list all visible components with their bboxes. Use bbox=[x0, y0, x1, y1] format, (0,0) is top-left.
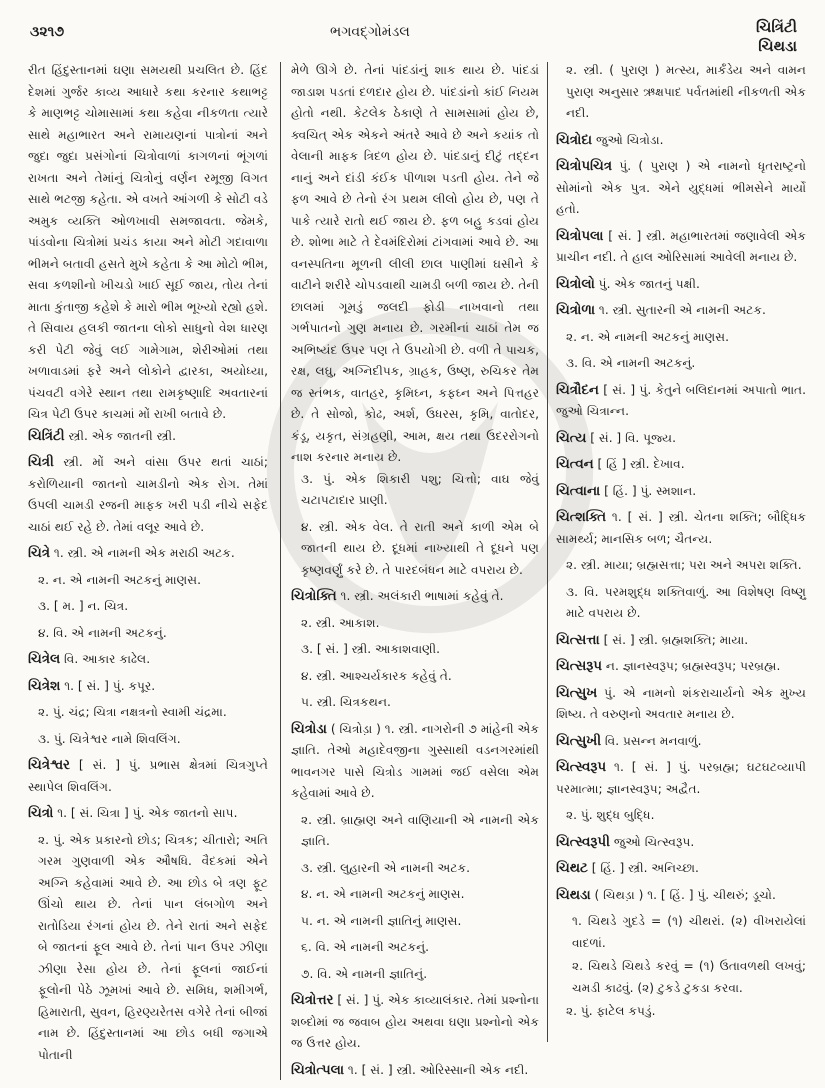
definition-sense: ૫. સ્ત્રી. ચિત્રકથન. bbox=[301, 695, 391, 709]
definition: [ સં. ] સ્ત્રી. મહાભારતમાં જણાવેલી એક પ્રાચીન નદી. તે હાલ ઓરિસામાં આવેલી મનાય છે. bbox=[556, 228, 806, 264]
definition-sense: ૪. વિ. એ નામની અટકનું. bbox=[38, 625, 167, 640]
headword: ચિત્રોપલા bbox=[556, 228, 604, 244]
definition-sense: ૨. ન. એ નામની અટકનું માણસ. bbox=[38, 572, 202, 587]
definition-sense: ૩. [ સં. ] સ્ત્રી. આકાશવાણી. bbox=[301, 642, 441, 656]
definition: ૧. [ સં. ચિત્રા ] પું. એક જાતનો સાપ. bbox=[57, 806, 238, 820]
definition-sense: ૩. પું. એક શિકારી પશુ; ચિત્તો; વાઘ જેવું ચટાપટાદાર પ્રાણી. bbox=[301, 471, 539, 507]
definition: ૧. સ્ત્રી. સુતારની એ નામની અટક. bbox=[598, 303, 766, 317]
headword: ચિત્સ્વરૂપી bbox=[556, 834, 610, 850]
headword: ચિત્વાના bbox=[556, 483, 601, 499]
dictionary-entry bbox=[28, 755, 268, 798]
column-1 bbox=[28, 60, 268, 1071]
headword: ચિત્રોલો bbox=[556, 276, 595, 292]
definition: વિ. પ્રસન્ન મનવાળું. bbox=[604, 733, 702, 748]
definition-sense: ૨. પું. ફાટેલ કપડું. bbox=[566, 1004, 656, 1018]
headword: ચિત્રે bbox=[28, 546, 50, 561]
definition-sense: ૨. સ્ત્રી. આકાશ. bbox=[301, 615, 380, 630]
definition: સ્ત્રી. એક જાતની સ્ત્રી. bbox=[68, 428, 177, 443]
definition-sense: ૩. વિ. પરમશુદ્ધ શક્તિવાળું. આ વિશેષણ વિષ્ણુ માટે વપરાય છે. bbox=[566, 584, 806, 620]
dictionary-entry bbox=[556, 656, 806, 678]
dictionary-entry bbox=[556, 454, 806, 476]
definition: જુઓ ચિત્રોડા. bbox=[595, 132, 664, 147]
guide-word-first: ચિત્રિંટી bbox=[755, 18, 797, 36]
dictionary-entry bbox=[556, 507, 806, 550]
definition: [ સં. ] સ્ત્રી. બ્રહ્મશક્તિ; માયા. bbox=[603, 632, 749, 647]
continued-text: મેળે ઊગે છે. તેનાં પાંદડાંનું શાક થાય છે. પાંદડાં જાડાશ પડતાં દળદાર હોય છે. પાંદડાંનો કાંઈ નિયમ હોતો નથી. કેટલેક ઠેકાણે તે સામસામાં હોય છે, ક્વચિત્ એક એકને અંતરે આવે છે અને કયાંક તો વેલાની માફક ત્રિદળ હોય છે. પાંદડાનું દીટું તદ્દન નાનું અને દાંડી કંઈક પીળાશ પડતી હોય. તેને જે ફળ આવે છે તેનો રંગ પ્રથમ લીલો હોય છે, પણ તે પાકે ત્યારે રાતો થઈ જાય છે. ફળ બહુ કડવાં હોય છે. શોભા માટે તે દેવમંદિરોમાં ટાંગવામાં આવે છે. આ વનસ્પતિના મૂળની લીલી છાલ પાણીમાં ઘસીને કે વાટીને શરીરે ચોપડવાથી ચામડી બળી જાય છે. તેની છાલમાં ગૂમડું જલદી ફોડી નાખવાનો તથા ગર્ભપાતનો ગુણ મનાય છે. ગરમીનાં ચાઠાં તેમ જ અભિષ્યંદ ઉપર પણ તે ઉપયોગી છે. વળી તે પાચક, રક્ષ, લઘુ, અગ્નિદીપક, ગ્રાહક, ઉષ્ણ, રુચિકર તેમ જ સ્તંભક, વાતહર, કૃમિઘ્ન, કફઘ્ન અને પિત્તહર છે. તે સોજો, કોઢ, અર્શ, ઉધરસ, કૃમિ, વાતોદર, કંડૂ, યકૃત, સંગ્રહણી, આમ, ક્ષય તથા ઉદરરોગનો નાશ કરનાર મનાય છે. bbox=[291, 63, 539, 464]
definition: [ સં. ] પું. એક કાવ્યાલંકાર. તેમાં પ્રશ્નોના શબ્દોમાં જ જવાબ હોય અથવા ઘણા પ્રશ્નોનો એક જ ઉત્તર હોય. bbox=[291, 993, 540, 1050]
dictionary-entry bbox=[28, 649, 268, 671]
headword: ચિત્વન bbox=[556, 457, 594, 472]
definition-sense: ૨. સ્ત્રી. બ્રાહ્મણ અને વાણિયાની એ નામની એક જ્ઞાતિ. bbox=[301, 812, 539, 848]
definition: વિ. આકાર કાઢેલ. bbox=[63, 652, 151, 666]
definition-sense: ૩. સ્ત્રી. લુહારની એ નામની અટક. bbox=[301, 860, 470, 875]
guide-word-last: ચિથડા bbox=[758, 37, 797, 55]
definition-sense: ૪. સ્ત્રી. આશ્ચર્યકારક કહેવું તે. bbox=[301, 668, 452, 683]
definition-sense: ૩. વિ. એ નામની અટકનું. bbox=[566, 356, 696, 370]
dictionary-entry bbox=[28, 452, 268, 538]
idiom-sub-entry: ૧. ચિથડે ગુદડે = (૧) ચીથરાં. (૨) વીખરાયેલાં વાદળાં. bbox=[572, 914, 806, 950]
headword: ચિત્રોત્તર bbox=[291, 993, 334, 1008]
headword: ચિત્સુખી bbox=[556, 733, 602, 749]
column-divider bbox=[547, 62, 548, 1042]
definition: પું. એક જાતનું પક્ષી. bbox=[598, 276, 700, 291]
definition-sense: ૨. સ્ત્રી. ( પુરાણ ) મત્સ્ય, માર્કંડેય અને વામન પુરાણ અનુસાર ઋક્ષપાદ પર્વતમાંથી નીકળતી એક નદી. bbox=[566, 63, 806, 120]
definition: ( ચિથડ઼ા ) ૧. [ હિં. ] પું. ચીથરું; ડૂચો. bbox=[594, 887, 776, 902]
column-2 bbox=[291, 60, 539, 1086]
page-header bbox=[0, 0, 825, 58]
dictionary-entry bbox=[556, 300, 806, 322]
dictionary-entry bbox=[556, 757, 806, 800]
headword: ચિત્રો bbox=[28, 806, 54, 821]
headword: ચિત્સ્વરૂપ bbox=[556, 760, 607, 775]
definition: [ હિં. ] પું. સ્મશાન. bbox=[604, 483, 697, 498]
dictionary-entry bbox=[28, 803, 268, 825]
headword: ચિત્રેલ bbox=[28, 652, 61, 667]
headword: ચિત્રિંટી bbox=[28, 428, 65, 444]
running-title: ભગવદ્ગોમંડલ bbox=[330, 24, 410, 40]
definition-sense: ૩. પું. ચિત્રેશ્વર નામે શિવલિંગ. bbox=[38, 731, 181, 746]
headword: ચિત્રોદા bbox=[556, 132, 593, 148]
definition-sense: ૨. પું. ચંદ્ર; ચિત્રા નક્ષત્રનો સ્વામી ચંદ્રમા. bbox=[38, 705, 227, 719]
definition-sense: ૫. ન. એ નામની જ્ઞાતિનું માણસ. bbox=[301, 913, 462, 928]
headword: ચિત્શક્તિ bbox=[556, 510, 607, 525]
dictionary-entry bbox=[556, 274, 806, 296]
dictionary-entry bbox=[28, 543, 268, 565]
definition-sense: ૭. વિ. એ નામની જ્ઞાતિનું. bbox=[301, 966, 428, 981]
dictionary-entry bbox=[556, 731, 806, 753]
headword: ચિત્રોડા bbox=[291, 721, 327, 737]
column-3 bbox=[556, 60, 806, 1028]
definition: ૧. [ સં. ] પું. પરબ્રહ્મ; ઘટઘટવ્યાપી પરમાત્મા; જ્ઞાનસ્વરૂપ; અદ્વૈત. bbox=[556, 760, 807, 796]
headword: ચિત્સત્તા bbox=[556, 632, 600, 648]
definition-sense: ૪. ન. એ નામની અટકનું માણસ. bbox=[301, 887, 465, 901]
dictionary-entry bbox=[556, 885, 806, 907]
dictionary-entry bbox=[556, 226, 806, 269]
dictionary-entry bbox=[556, 832, 806, 854]
definition: ૧. [ સં. ] સ્ત્રી. ચેતના શક્તિ; બૌદ્ધિક સામર્થ્ય; માનસિક બળ; ચૈતન્ય. bbox=[556, 510, 806, 546]
definition: ( ચિત્રોડ઼ા ) ૧. સ્ત્રી. નાગરોની ૭ માંહેની એક જ્ઞાતિ. તેઓ મહાદેવજીના ગુસ્સાથી વડનગરમાંથી ભાવનગર પાસે ચિત્રોડ ગામમાં જઈ વસેલા એમ કહેવામાં આવે છે. bbox=[291, 721, 539, 800]
headword: ચિત્રેશ્વર bbox=[28, 758, 70, 773]
dictionary-entry bbox=[556, 630, 806, 652]
definition: [ હિં. ] સ્ત્રી. અનિચ્છા. bbox=[591, 861, 699, 875]
definition-sense: ૨. ન. એ નામની અટકનું માણસ. bbox=[566, 329, 730, 344]
definition-sense: ૨. પું. શુદ્ધ બુદ્ધિ. bbox=[566, 808, 655, 822]
dictionary-entry bbox=[556, 380, 806, 423]
definition-sense: ૨. સ્ત્રી. માયા; બ્રહ્મસત્તા; પરા અને અપરા શક્તિ. bbox=[566, 558, 802, 572]
definition: ૧. સ્ત્રી. એ નામની એક મરાઠી અટક. bbox=[53, 546, 235, 560]
dictionary-entry bbox=[556, 428, 806, 450]
definition: [ સં. ] પું. પ્રભાસ ક્ષેત્રમાં ચિત્રગુપ્તે સ્થાપેલ શિવલિંગ. bbox=[28, 758, 269, 794]
definition: ૧. [ સં. ] સ્ત્રી. ઓરિસ્સાની એક નદી. bbox=[347, 1062, 529, 1077]
headword: ચિત્રૌદન bbox=[556, 382, 599, 398]
definition-sense: ૨. પું. એક પ્રકારનો છોડ; ચિત્રક; ચીતારો; અતિ ગરમ ગુણવાળી એક ઔષધિ. વૈદકમાં એને અગ્નિ કહેવામાં આવે છે. આ છોડ બે ત્રણ ફૂટ ઊંચો થાય છે. તેનાં પાન લંબગોળ અને રાતોડિયા રંગનાં હોય છે. તેને રાતાં અને સફેદ બે જાતનાં ફૂલ આવે છે. તેનાં પાન ઉપર ઝીણા ઝીણા રેસા હોય છે. તેનાં ફૂલનાં જાઈનાં ફૂલોની પેઠે ઝૂમખાં આવે છે. સમિધ, શમીગર્ભ, હિમારાતી, સુવન, હિરણ્યરેતસ વગેરે તેનાં બીજાં નામ છે. હિંદુસ્તાનમાં આ છોડ બધી જગાએ પોતાની bbox=[38, 832, 268, 1062]
definition: [ સં. ] પું. કેતુને બલિદાનમાં અપાતો ભાત. જુઓ ચિત્રાન્ન. bbox=[556, 382, 807, 418]
definition-sense: ૪. સ્ત્રી. એક વેલ. તે રાતી અને કાળી એમ બે જાતની થાય છે. દૂધમાં નાખ્યાથી તે દૂધને પણ કૃષ્ણવર્ણું કરે છે. તે પારદબંધન માટે વપરાય છે. bbox=[301, 519, 539, 577]
headword: ચિત્રેશ bbox=[28, 678, 61, 694]
page-number: ૩૨૧૭ bbox=[30, 24, 65, 40]
headword: ચિત્સુખ bbox=[556, 685, 598, 701]
idiom-sub-entry: ૨. ચિથડે ચિથડે કરવું = (૧) ઉતાવળથી લખવું; ચમડી કાઢવું. (૨) ટુકડે ટુકડા કરવા. bbox=[572, 959, 806, 995]
headword: ચિથડા bbox=[556, 887, 591, 903]
dictionary-entry bbox=[291, 586, 539, 608]
column-divider bbox=[280, 62, 281, 1080]
definition: સ્ત્રી. મોં અને વાંસા ઉપર થતાં ચાઠાં; કરોળિયાની જાતનો ચામડીનો એક રોગ. તેમાં ઉપલી ચામડી રજની માફક ખરી પડી નીચે સફેદ ચાઠાં થઈ રહે છે. તેમાં વલૂર આવે છે. bbox=[28, 455, 268, 534]
dictionary-entry bbox=[556, 858, 806, 880]
dictionary-entry bbox=[556, 130, 806, 152]
dictionary-entry bbox=[556, 156, 806, 221]
definition: જુઓ ચિત્સ્વરૂપ. bbox=[613, 834, 695, 849]
headword: ચિત્રી bbox=[28, 455, 54, 470]
guide-words bbox=[756, 18, 797, 56]
dictionary-entry bbox=[556, 481, 806, 503]
dictionary-entry bbox=[556, 683, 806, 726]
definition: પું. એ નામનો શંકરાચાર્યનો એક મુખ્ય શિષ્ય. તે વરુણનો અવતાર મનાય છે. bbox=[556, 685, 807, 721]
headword: ચિત્રોત્પલા bbox=[291, 1062, 345, 1078]
definition: [ હિં ] સ્ત્રી. દેખાવ. bbox=[597, 457, 685, 471]
headword: ચિથટ bbox=[556, 861, 588, 876]
headword: ચિત્રોપચિત્ર bbox=[556, 159, 612, 174]
definition-sense: ૬. વિ. એ નામની અટકનું. bbox=[301, 940, 430, 954]
headword: ચિત્રોળા bbox=[556, 303, 596, 318]
definition: ૧. [ સં. ] પું. કપૂર. bbox=[64, 678, 156, 693]
dictionary-entry bbox=[28, 676, 268, 698]
definition: ૧. સ્ત્રી. અલંકારી ભાષામાં કહેવું તે. bbox=[340, 589, 504, 603]
dictionary-entry bbox=[291, 719, 539, 805]
headword: ચિત્રોક્તિ bbox=[291, 589, 337, 604]
definition: પું. ( પુરાણ ) એ નામનો ધૃતરાષ્ટ્રનો સોમાંનો એક પુત્ર. એને યુદ્ધમાં ભીમસેને માર્યો હતો. bbox=[556, 159, 806, 216]
dictionary-entry bbox=[291, 1060, 539, 1082]
headword: ચિત્સરૂપ bbox=[556, 659, 602, 674]
dictionary-entry bbox=[291, 990, 539, 1055]
continued-text: રીત હિંદુસ્તાનમાં ઘણા સમયથી પ્રચલિત છે. હિંદ દેશમાં ગુર્જર કાવ્ય આધારે કથા કરનાર કથાભટ્ટ કે માણભટ્ટ ચોમાસામાં કથા કહેવા નીકળતા ત્યારે સાથે મહાભારત અને રામાયણનાં પાત્રોનાં અને જુદા જુદા પ્રસંગોનાં ચિત્રોવાળાં કાગળનાં ભૂંગળાં રાખતા અને તેમાંનું ચિત્રોનું વર્ણન રમૂજી વિગત સાથે ભટજી કહેતા. એ વખતે આંગળી કે સોટી વડે અમુક વ્યક્તિ ઓળખાવી સમજાવતા. જેમકે, પાંડવોના ચિત્રોમાં પ્રચંડ કાયા અને મોટી ગદાવાળા ભીમને બતાવી હસતે મુખે કહેતા કે આ મોટો ભીમ, સવા કળશીનો ખીચડો ખાઈ સૂઈ જાય, તોય તેનાં માતા કુંતાજી કહેશે કે મારો ભીમ ભૂખ્યો રહ્યો હશે. તે સિવાય હલકી જાતના લોકો સાધુનો વેશ ધારણ કરી પેટી જેવું લઈ ગામેગામ, શેરીઓમાં તથા ખળાવાડમાં ફરે અને લોકોને દ્વારકા, અયોધ્યા, પંચવટી વગેરે સ્થાન તથા રામકૃષ્ણાદિ અવતારનાં ચિત્ર પેટી ઉપર કાચમાં મોં રાખી બતાવે છે. bbox=[28, 63, 268, 421]
headword: ચિત્ય bbox=[556, 430, 587, 446]
dictionary-entry bbox=[28, 426, 268, 448]
definition: [ સં. ] વિ. પૂજ્ય. bbox=[590, 430, 676, 445]
definition: ન. જ્ઞાનસ્વરૂપ; બ્રહ્મસ્વરૂપ; પરબ્રહ્મ. bbox=[605, 659, 781, 673]
definition-sense: ૩. [ મ. ] ન. ચિત્ર. bbox=[38, 599, 129, 613]
